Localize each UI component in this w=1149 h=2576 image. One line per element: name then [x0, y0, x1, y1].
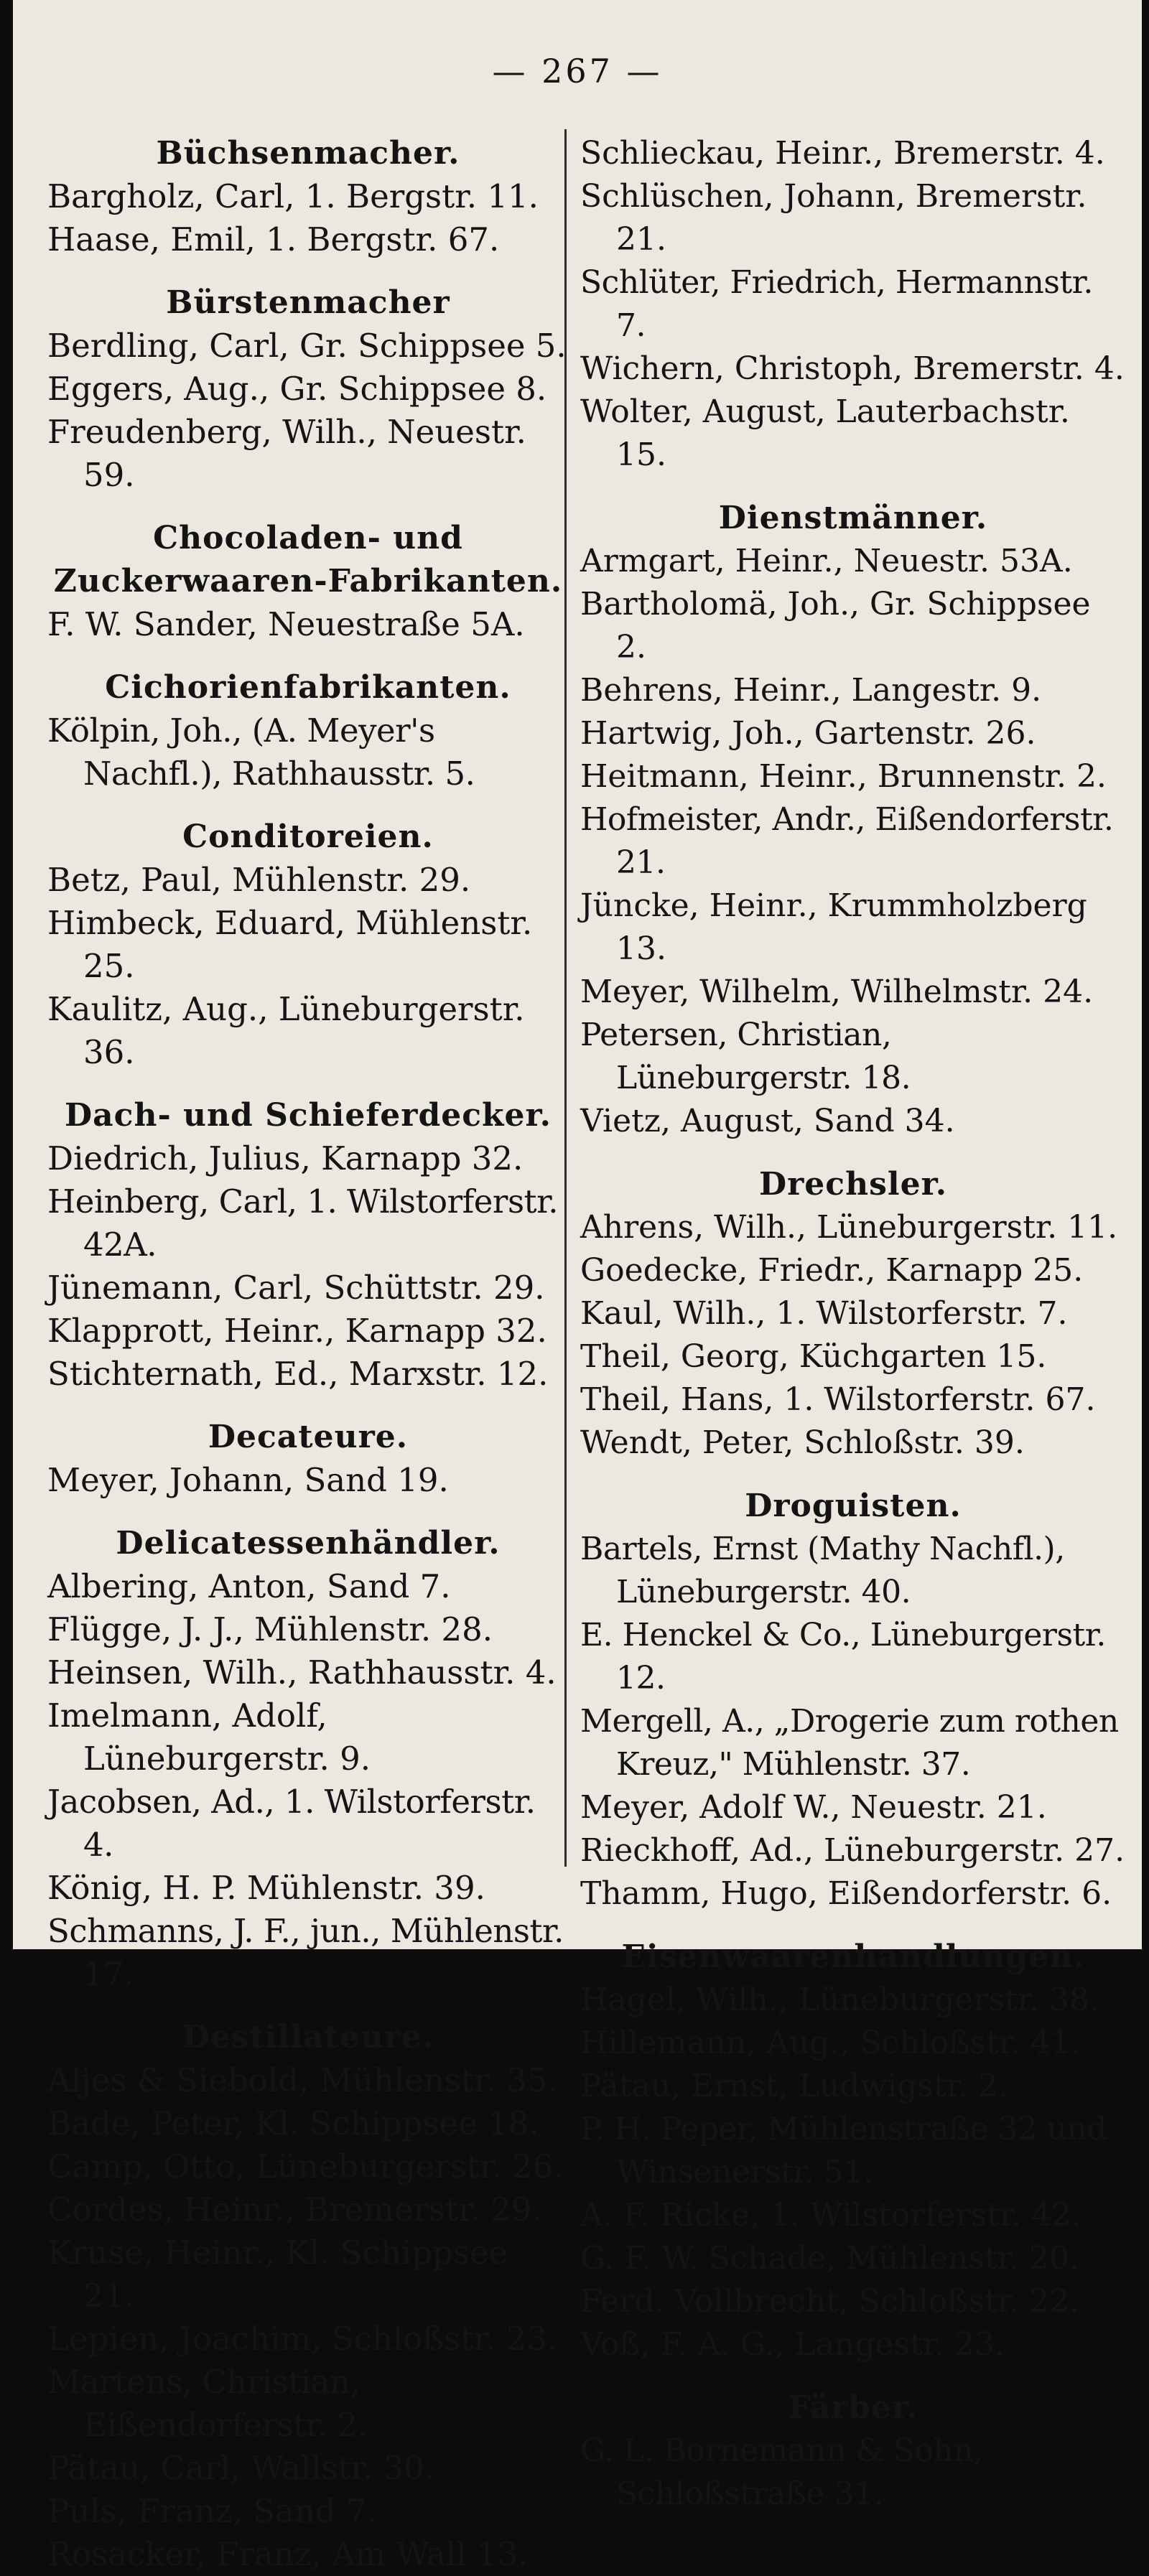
directory-entry: Hartwig, Joh., Gartenstr. 26. [580, 715, 1036, 752]
directory-entry: Jünemann, Carl, Schüttstr. 29. [47, 1269, 545, 1307]
page-number: — 267 — [492, 52, 663, 90]
section-entries [47, 603, 569, 646]
section-entries [580, 1528, 1126, 1915]
section-entries [47, 175, 569, 261]
directory-entry: Thamm, Hugo, Eißendorferstr. 6. [580, 1875, 1112, 1912]
section-heading: Droguisten. [745, 1488, 962, 1524]
directory-entry: Hagel, Wilh., Lüneburgerstr. 38. [580, 1982, 1099, 2018]
directory-entry: Behrens, Heinr., Langestr. 9. [580, 672, 1042, 709]
section-entries [47, 325, 569, 497]
section-entries [580, 1206, 1126, 1465]
section-entries [47, 1565, 569, 1996]
section-heading: Conditoreien. [182, 818, 434, 855]
directory-entry: Bartels, Ernst (Mathy Nachfl.), Lüneburgerstr. 40. [580, 1531, 1065, 1610]
directory-entry: Petersen, Christian, Lüneburgerstr. 18. [580, 1017, 911, 1096]
section-entries [47, 1137, 569, 1396]
left-column [47, 132, 569, 2576]
section-entries [580, 540, 1126, 1143]
directory-entry: Cordes, Heinr., Bremerstr. 29. [47, 2190, 542, 2229]
directory-entry: Voß, F. A. G., Langestr. 23. [580, 2326, 1005, 2363]
directory-entry: Diedrich, Julius, Karnapp 32. [47, 1139, 524, 1177]
directory-entry: Heinberg, Carl, 1. Wilstorferstr. 42A. [47, 1182, 558, 1264]
directory-entry: Wolter, August, Lauterbachstr. 15. [580, 393, 1070, 473]
directory-entry: Freudenberg, Wilh., Neuestr. 59. [47, 413, 526, 494]
directory-entry: Eggers, Aug., Gr. Schippsee 8. [47, 370, 547, 408]
directory-entry: Meyer, Johann, Sand 19. [47, 1461, 449, 1499]
section-entries [47, 1459, 569, 1502]
directory-entry: Ahrens, Wilh., Lüneburgerstr. 11. [580, 1209, 1118, 1246]
directory-entry: Mergell, A., „Drogerie zum rothen Kreuz," Mühlenstr. 37. [580, 1703, 1119, 1783]
directory-entry: Jacobsen, Ad., 1. Wilstorferstr. 4. [47, 1783, 536, 1864]
directory-entry: Theil, Georg, Küchgarten 15. [580, 1338, 1047, 1375]
directory-entry: Kaul, Wilh., 1. Wilstorferstr. 7. [580, 1295, 1068, 1332]
directory-entry: Lepien, Joachim, Schloßstr. 23. [47, 2320, 558, 2358]
directory-entry: Martens, Christian, Eißendorferstr. 2. [47, 2363, 368, 2444]
directory-entry: Berdling, Carl, Gr. Schippsee 5. [47, 327, 567, 365]
directory-entry: Bargholz, Carl, 1. Bergstr. 11. [47, 177, 539, 215]
section-heading: Chocoladen- und Zuckerwaaren-Fabrikanten. [53, 520, 563, 599]
directory-entry: Wendt, Peter, Schloßstr. 39. [580, 1424, 1025, 1461]
directory-entry: Betz, Paul, Mühlenstr. 29. [47, 861, 471, 899]
directory-entry: Ferd. Vollbrecht, Schloßstr. 22. [580, 2283, 1080, 2320]
directory-entry: Heitmann, Heinr., Brunnenstr. 2. [580, 758, 1107, 795]
section-heading: Destillateure. [182, 2019, 434, 2055]
directory-entry: Schlüter, Friedrich, Hermannstr. 7. [580, 264, 1093, 344]
directory-entry: König, H. P. Mühlenstr. 39. [47, 1869, 485, 1907]
directory-entry: Bartholomä, Joh., Gr. Schippsee 2. [580, 586, 1091, 666]
directory-entry: Stichternath, Ed., Marxstr. 12. [47, 1355, 549, 1393]
directory-entry: Schlieckau, Heinr., Bremerstr. 4. [580, 135, 1105, 172]
directory-entry: Aljes & Siebold, Mühlenstr. 35. [47, 2061, 558, 2099]
directory-entry: Vietz, August, Sand 34. [580, 1103, 955, 1139]
section-entries [580, 1979, 1126, 2366]
directory-entry: Schlüschen, Johann, Bremerstr. 21. [580, 178, 1087, 258]
section-heading: Dienstmänner. [718, 500, 988, 536]
section-heading: Eisenwaarenhandlungen. [621, 1938, 1085, 1975]
directory-entry: E. Henckel & Co., Lüneburgerstr. 12. [580, 1617, 1106, 1697]
section-heading: Delicatessenhändler. [116, 1525, 501, 1562]
directory-entry: P. H. Peper, Mühlenstraße 32 und Winsenerstr. 51. [580, 2111, 1107, 2190]
directory-entry: A. F. Ricke, 1. Wilstorferstr. 42. [580, 2197, 1082, 2234]
section-heading: Büchsenmacher. [156, 135, 460, 172]
directory-entry: G. L. Bornemann & Sohn, Schloßstraße 31. [580, 2432, 983, 2512]
directory-entry: Kruse, Heinr., Kl. Schippsee 21. [47, 2234, 508, 2315]
section-entries [47, 709, 569, 795]
directory-entry: Goedecke, Friedr., Karnapp 25. [580, 1252, 1084, 1289]
section-entries [47, 859, 569, 1074]
directory-entry: Albering, Anton, Sand 7. [47, 1567, 451, 1605]
directory-entry: Imelmann, Adolf, Lüneburgerstr. 9. [47, 1697, 371, 1778]
directory-entry: Pätau, Ernst, Ludwigstr. 2. [580, 2068, 1008, 2104]
directory-entry: G. F. W. Schade, Mühlenstr. 20. [580, 2240, 1079, 2277]
directory-entry: Puls, Franz, Sand 7. [47, 2492, 377, 2530]
section-heading: Färber. [788, 2389, 918, 2426]
directory-entry: F. W. Sander, Neuestraße 5A. [47, 605, 525, 643]
directory-entry: Wichern, Christoph, Bremerstr. 4. [580, 350, 1125, 387]
directory-entry: Bade, Peter, Kl. Schippsee 18. [47, 2104, 539, 2142]
directory-entry: Theil, Hans, 1. Wilstorferstr. 67. [580, 1381, 1096, 1418]
directory-entry: Klapprott, Heinr., Karnapp 32. [47, 1312, 547, 1350]
section-heading: Cichorienfabrikanten. [105, 669, 511, 706]
right-column [580, 132, 1126, 2516]
section-heading: Drechsler. [758, 1166, 948, 1203]
directory-page [13, 0, 1142, 2573]
directory-entry: Schmanns, J. F., jun., Mühlenstr. 17. [47, 1912, 564, 1993]
directory-entry: Hofmeister, Andr., Eißendorferstr. 21. [580, 801, 1114, 881]
section-heading: Decateure. [208, 1419, 409, 1455]
directory-entry: Camp, Otto, Lüneburgerstr. 26. [47, 2147, 564, 2185]
directory-entry: Meyer, Wilhelm, Wilhelmstr. 24. [580, 974, 1094, 1010]
directory-entry: Himbeck, Eduard, Mühlenstr. 25. [47, 904, 533, 985]
directory-entry: Kaulitz, Aug., Lüneburgerstr. 36. [47, 990, 525, 1071]
section-entries [580, 132, 1126, 477]
section-entries [47, 2059, 569, 2576]
directory-entry: Heinsen, Wilh., Rathhausstr. 4. [47, 1653, 557, 1691]
directory-entry: Hillemann, Aug., Schloßstr. 41. [580, 2025, 1081, 2061]
directory-entry: Jüncke, Heinr., Krummholzberg 13. [580, 887, 1087, 967]
section-heading: Bürstenmacher [166, 284, 450, 321]
directory-entry: Kölpin, Joh., (A. Meyer's Nachfl.), Rathhausstr. 5. [47, 711, 475, 793]
directory-entry: Rieckhoff, Ad., Lüneburgerstr. 27. [580, 1832, 1125, 1869]
directory-entry: Armgart, Heinr., Neuestr. 53A. [580, 543, 1073, 579]
directory-entry: Flügge, J. J., Mühlenstr. 28. [47, 1610, 493, 1648]
section-heading: Dach- und Schieferdecker. [65, 1097, 552, 1134]
directory-entry: Pätau, Carl, Wallstr. 30. [47, 2449, 435, 2487]
directory-entry: Rosacker, Franz, Am Wall 13. [47, 2535, 529, 2573]
directory-entry: Haase, Emil, 1. Bergstr. 67. [47, 220, 500, 258]
section-entries [580, 2430, 1126, 2516]
directory-entry: Meyer, Adolf W., Neuestr. 21. [580, 1789, 1047, 1826]
